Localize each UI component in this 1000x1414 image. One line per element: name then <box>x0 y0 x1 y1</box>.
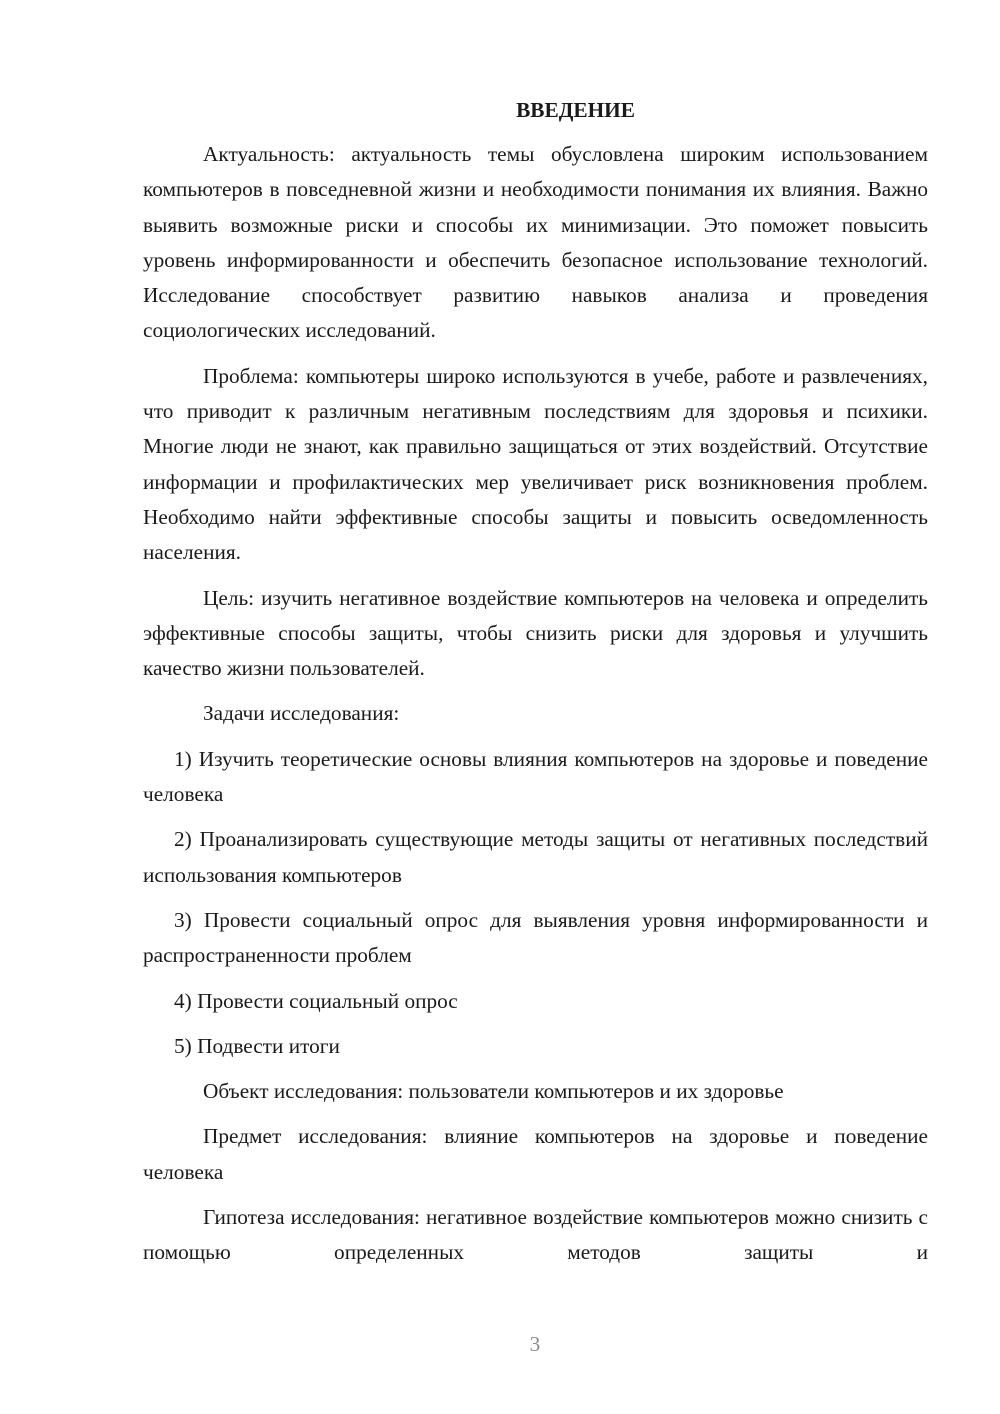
problem-paragraph: Проблема: компьютеры широко используются в учебе, работе и развлечениях, что приводит к различным негативным последствиям для здоровья и психики. Многие люди не знают, как правильно защищаться от этих воздействий. Отсутствие информации и профилактических мер увеличивает риск возникновения проблем. Необходимо найти эффективные способы защиты и повысить осведомленность населения. <box>143 363 928 565</box>
document-page <box>143 93 928 1281</box>
page-number: 3 <box>529 1332 541 1356</box>
task-item-3: 3) Провести социальный опрос для выявления уровня информированности и распространенности проблем <box>143 907 928 968</box>
relevance-paragraph: Актуальность: актуальность темы обусловлена широким использованием компьютеров в повседневной жизни и необходимости понимания их влияния. Важно выявить возможные риски и способы их минимизации. Это поможет повысить уровень информированности и обеспечить безопасное использование технологий. Исследование способствует развитию навыков анализа и проведения социологических исследований. <box>143 142 928 343</box>
task-item-2: 2) Проанализировать существующие методы защиты от негативных последствий использования компьютеров <box>143 827 928 887</box>
object-paragraph: Объект исследования: пользователи компьютеров и их здоровье <box>203 1079 784 1104</box>
hypothesis-paragraph: Гипотеза исследования: негативное воздействие компьютеров можно снизить с помощью определенных методов защиты и <box>143 1205 928 1265</box>
task-item-5: 5) Подвести итоги <box>174 1033 340 1058</box>
task-item-1: 1) Изучить теоретические основы влияния компьютеров на здоровье и поведение человека <box>143 746 928 807</box>
tasks-title: Задачи исследования: <box>203 701 400 726</box>
goal-paragraph: Цель: изучить негативное воздействие компьютеров на человека и определить эффективные способы защиты, чтобы снизить риски для здоровья и улучшить качество жизни пользователей. <box>143 585 928 681</box>
page-title: ВВЕДЕНИЕ <box>516 98 635 122</box>
subject-paragraph: Предмет исследования: влияние компьютеров на здоровье и поведение человека <box>143 1124 928 1184</box>
task-item-4: 4) Провести социальный опрос <box>174 988 458 1013</box>
